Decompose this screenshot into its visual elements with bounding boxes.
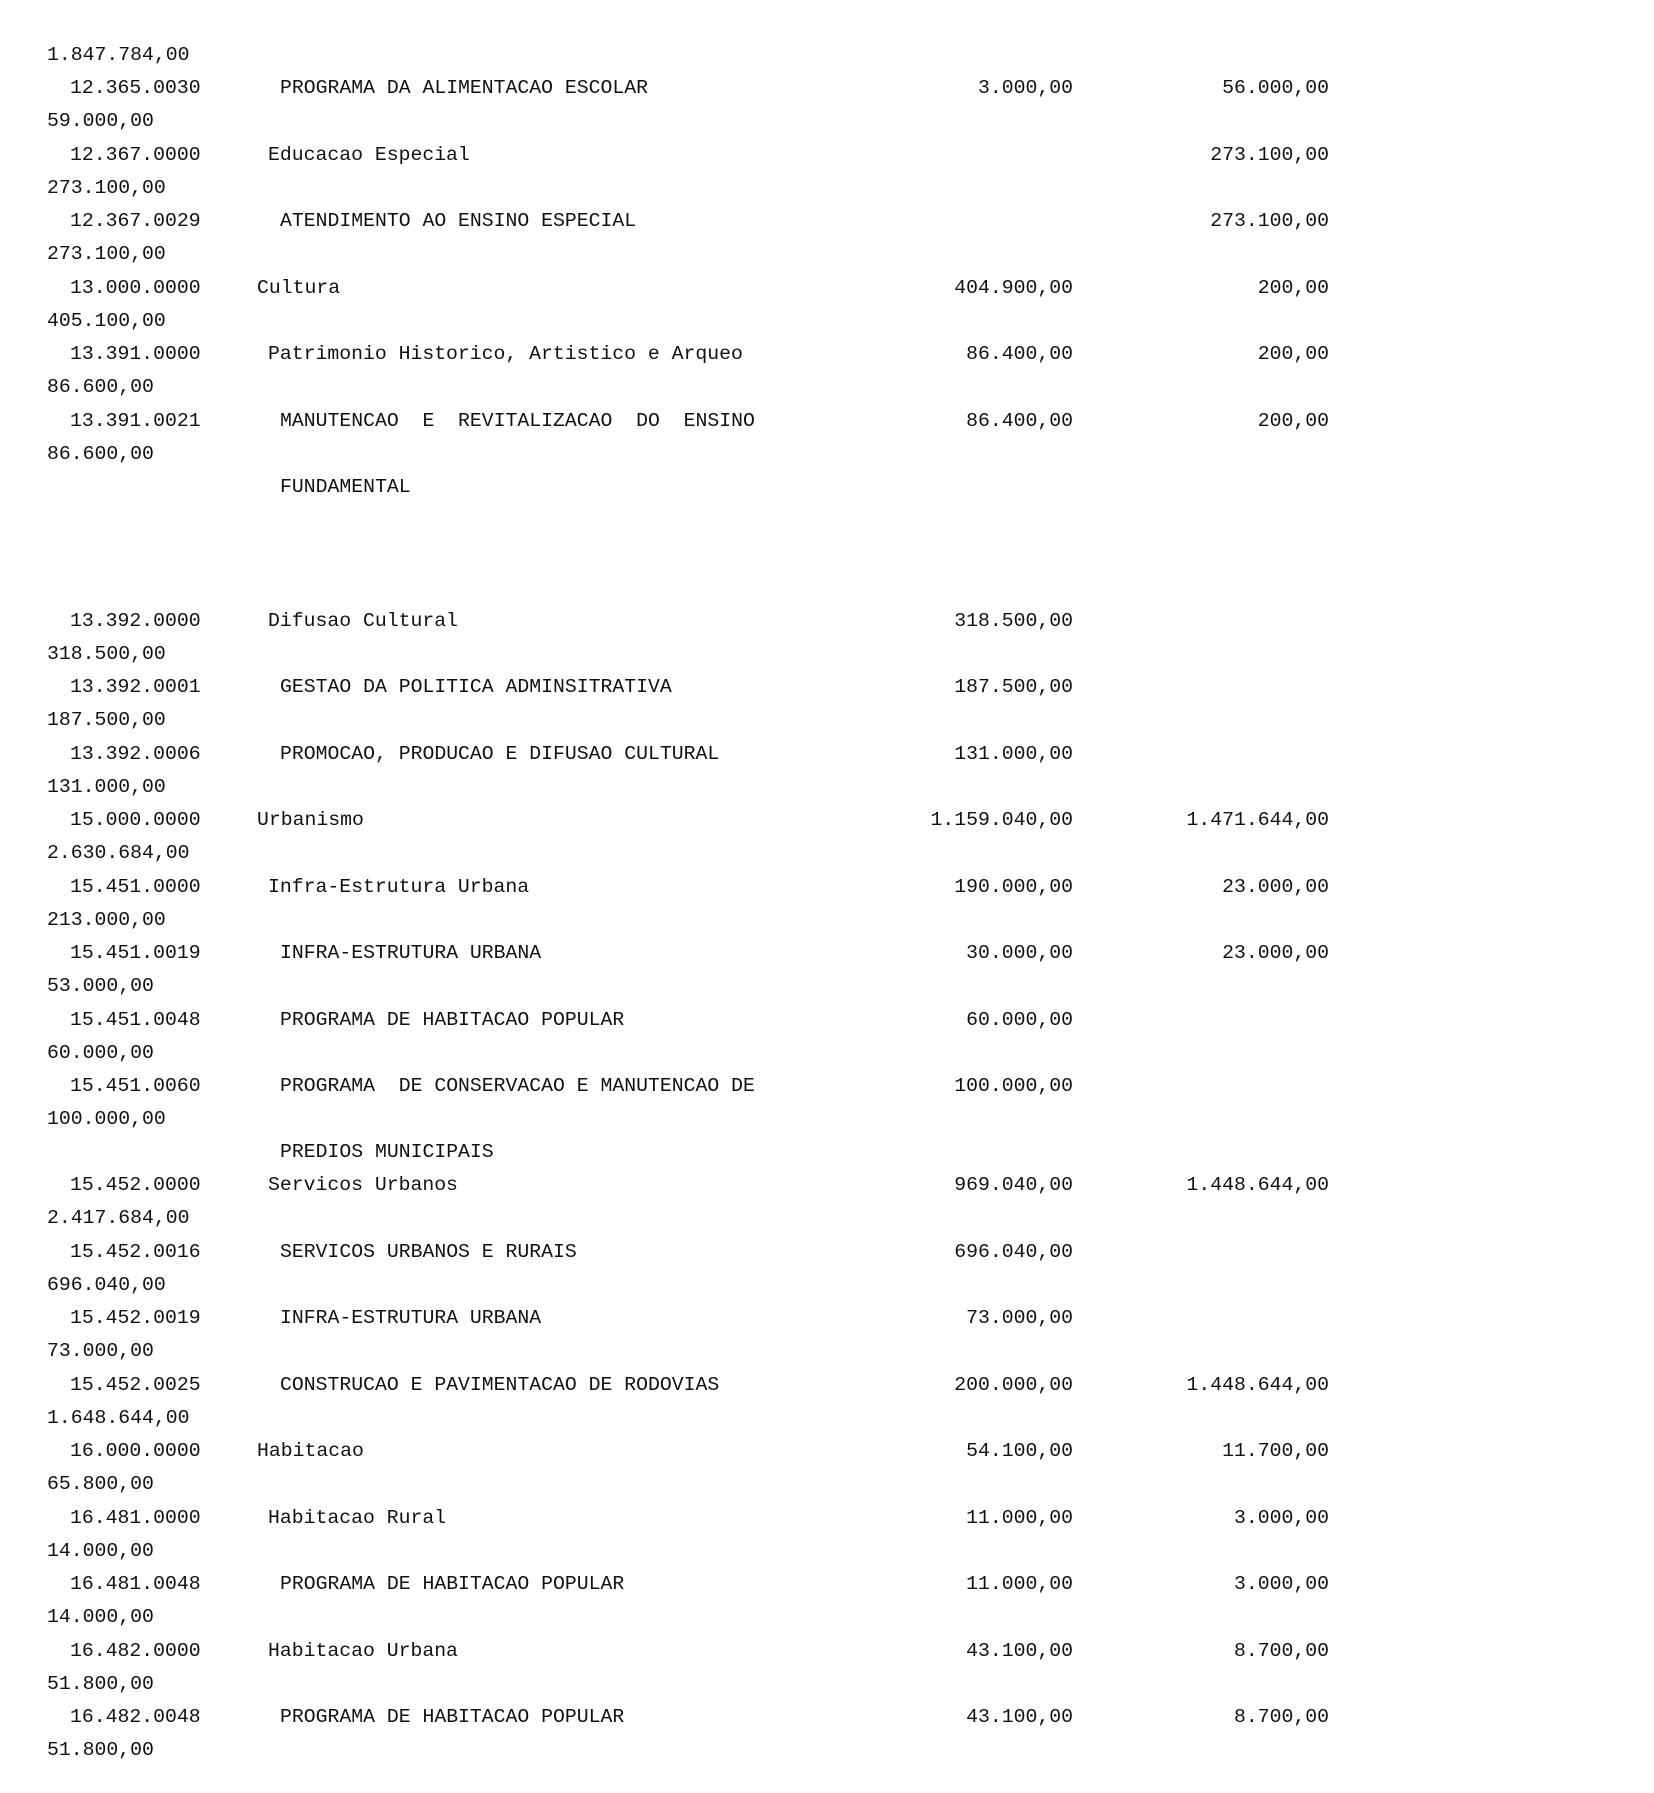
row-value-col1: 86.400,00	[966, 343, 1073, 365]
row-value-col2: 23.000,00	[1222, 875, 1329, 898]
row-total: 14.000,00	[47, 1539, 154, 1562]
row-code: 16.482.0000	[70, 1639, 201, 1662]
row-description: MANUTENCAO E REVITALIZACAO DO ENSINO	[280, 409, 755, 432]
row-code: 12.367.0000	[70, 143, 201, 166]
row-value-col2: 8.700,00	[1234, 1639, 1329, 1662]
row-value-col1: 131.000,00	[954, 742, 1073, 765]
row-total: 86.600,00	[47, 442, 154, 465]
row-value-col1: 1.159.040,00	[930, 809, 1073, 831]
row-value-col1: 200.000,00	[954, 1373, 1073, 1396]
row-total: 100.000,00	[47, 1108, 166, 1130]
row-description: Habitacao	[257, 1440, 364, 1462]
row-code: 13.391.0021	[70, 409, 201, 432]
row-value-col1: 3.000,00	[978, 77, 1073, 99]
row-value-col2: 3.000,00	[1234, 1573, 1329, 1595]
row-value-col1: 11.000,00	[966, 1506, 1073, 1529]
row-description: CONSTRUCAO E PAVIMENTACAO DE RODOVIAS	[280, 1373, 720, 1396]
row-value-col2: 3.000,00	[1234, 1506, 1329, 1529]
row-description: Habitacao Urbana	[268, 1639, 458, 1662]
row-code: 16.482.0048	[70, 1706, 201, 1728]
row-total: 696.040,00	[47, 1273, 166, 1296]
row-total: 2.417.684,00	[47, 1207, 190, 1229]
row-description: SERVICOS URBANOS E RURAIS	[280, 1240, 577, 1263]
row-code: 15.452.0025	[70, 1373, 201, 1396]
row-description: Habitacao Rural	[268, 1506, 447, 1529]
row-value-col1: 73.000,00	[966, 1307, 1073, 1329]
row-value-col1: 86.400,00	[966, 409, 1073, 432]
row-description: Servicos Urbanos	[268, 1174, 458, 1196]
row-value-col1: 100.000,00	[954, 1075, 1073, 1097]
row-code: 15.452.0000	[70, 1174, 201, 1196]
row-description-continuation: FUNDAMENTAL	[280, 475, 411, 498]
row-description: PROGRAMA DA ALIMENTACAO ESCOLAR	[280, 77, 648, 99]
row-value-col1: 43.100,00	[966, 1639, 1073, 1662]
row-code: 16.000.0000	[70, 1440, 201, 1462]
row-description: INFRA-ESTRUTURA URBANA	[280, 942, 542, 964]
row-code: 13.392.0006	[70, 742, 201, 765]
row-total: 1.648.644,00	[47, 1406, 190, 1429]
row-code: 12.365.0030	[70, 77, 201, 99]
row-total: 51.800,00	[47, 1672, 154, 1695]
row-value-col2: 8.700,00	[1234, 1706, 1329, 1728]
row-description: Educacao Especial	[268, 143, 470, 166]
row-total: 14.000,00	[47, 1606, 154, 1628]
row-code: 15.451.0000	[70, 875, 201, 898]
row-description: PROGRAMA DE HABITACAO POPULAR	[280, 1008, 625, 1031]
row-code: 16.481.0048	[70, 1573, 201, 1595]
row-value-col2: 200,00	[1257, 343, 1329, 365]
row-value-col1: 187.500,00	[954, 676, 1073, 698]
row-code: 15.452.0016	[70, 1240, 201, 1263]
row-description: PROGRAMA DE CONSERVACAO E MANUTENCAO DE	[280, 1075, 755, 1097]
row-total: 65.800,00	[47, 1473, 154, 1495]
row-description: Difusao Cultural	[268, 609, 458, 632]
row-total: 73.000,00	[47, 1340, 154, 1362]
row-total: 51.800,00	[47, 1739, 154, 1761]
row-code: 12.367.0029	[70, 210, 201, 232]
row-code: 15.451.0048	[70, 1008, 201, 1031]
row-value-col1: 318.500,00	[954, 609, 1073, 632]
row-total: 273.100,00	[47, 243, 166, 265]
row-value-col1: 190.000,00	[954, 875, 1073, 898]
row-code: 13.391.0000	[70, 343, 201, 365]
row-code: 15.451.0060	[70, 1075, 201, 1097]
row-value-col2: 23.000,00	[1222, 942, 1329, 964]
row-total: 59.000,00	[47, 110, 154, 132]
row-total: 318.500,00	[47, 642, 166, 665]
row-code: 13.392.0001	[70, 676, 201, 698]
row-code: 13.392.0000	[70, 609, 201, 632]
row-description: PROGRAMA DE HABITACAO POPULAR	[280, 1706, 625, 1728]
row-description: Infra-Estrutura Urbana	[268, 875, 530, 898]
row-description: PROGRAMA DE HABITACAO POPULAR	[280, 1573, 625, 1595]
row-code: 16.481.0000	[70, 1506, 201, 1529]
row-value-col1: 969.040,00	[954, 1174, 1073, 1196]
row-total: 2.630.684,00	[47, 842, 190, 864]
row-value-col1: 11.000,00	[966, 1573, 1073, 1595]
row-value-col1: 43.100,00	[966, 1706, 1073, 1728]
row-value-col1: 30.000,00	[966, 942, 1073, 964]
row-description: Patrimonio Historico, Artistico e Arqueo	[268, 343, 743, 365]
row-value-col2: 273.100,00	[1210, 143, 1329, 166]
row-total: 405.100,00	[47, 309, 166, 332]
row-value-col2: 56.000,00	[1222, 77, 1329, 99]
row-value-col2: 1.471.644,00	[1186, 809, 1329, 831]
row-description: GESTAO DA POLITICA ADMINSITRATIVA	[280, 676, 672, 698]
row-description-continuation: PREDIOS MUNICIPAIS	[280, 1141, 494, 1163]
row-value-col2: 11.700,00	[1222, 1440, 1329, 1462]
row-value-col2: 200,00	[1257, 276, 1329, 299]
row-description: Cultura	[257, 276, 341, 299]
row-total: 86.600,00	[47, 376, 154, 398]
row-description: INFRA-ESTRUTURA URBANA	[280, 1307, 542, 1329]
row-value-col1: 60.000,00	[966, 1008, 1073, 1031]
row-total: 53.000,00	[47, 975, 154, 997]
row-code: 15.451.0019	[70, 942, 201, 964]
row-code: 13.000.0000	[70, 276, 201, 299]
row-total: 60.000,00	[47, 1041, 154, 1064]
row-total: 187.500,00	[47, 709, 166, 731]
row-description: ATENDIMENTO AO ENSINO ESPECIAL	[280, 210, 637, 232]
row-value-col1: 404.900,00	[954, 276, 1073, 299]
row-value-col2: 200,00	[1257, 409, 1329, 432]
row-description: Urbanismo	[257, 809, 364, 831]
row-description: PROMOCAO, PRODUCAO E DIFUSAO CULTURAL	[280, 742, 720, 765]
row-total: 273.100,00	[47, 176, 166, 199]
row-value-col2: 1.448.644,00	[1186, 1373, 1329, 1396]
row-total: 213.000,00	[47, 908, 166, 931]
row-code: 15.452.0019	[70, 1307, 201, 1329]
row-value-col1: 696.040,00	[954, 1240, 1073, 1263]
row-code: 15.000.0000	[70, 809, 201, 831]
row-total: 131.000,00	[47, 775, 166, 798]
row-value-col2: 1.448.644,00	[1186, 1174, 1329, 1196]
leading-total: 1.847.784,00	[47, 44, 190, 66]
row-value-col2: 273.100,00	[1210, 210, 1329, 232]
row-value-col1: 54.100,00	[966, 1440, 1073, 1462]
